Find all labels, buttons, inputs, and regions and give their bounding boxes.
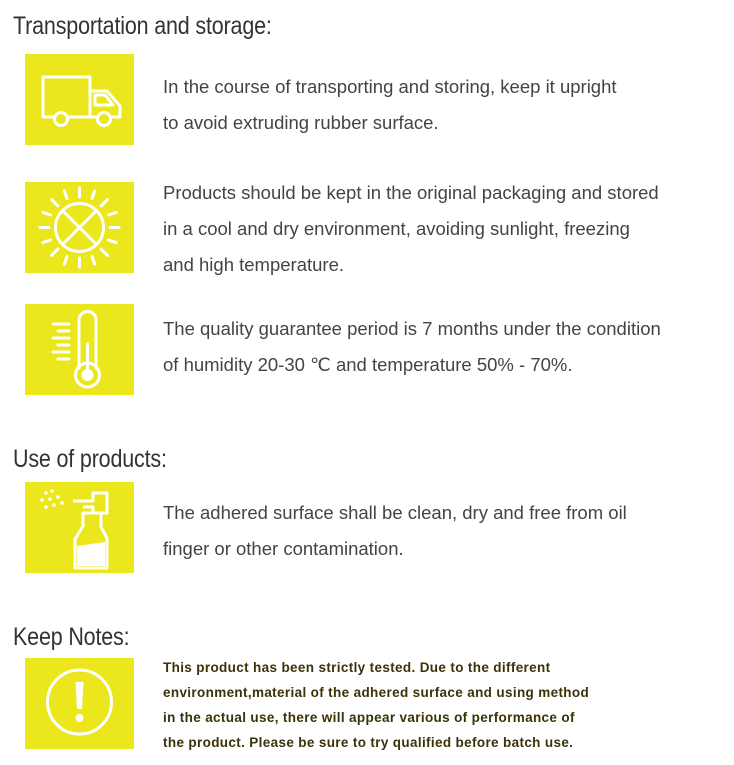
text-line: The adhered surface shall be clean, dry and free from oil bbox=[163, 502, 627, 523]
text-line: in the actual use, there will appear various of performance of bbox=[163, 710, 575, 725]
transport-section-title: Transportation and storage: bbox=[13, 12, 272, 40]
transport-storage-text bbox=[163, 175, 723, 283]
text-line: of humidity 20-30 ℃ and temperature 50% - 70%. bbox=[163, 354, 573, 375]
delivery-truck-icon bbox=[25, 54, 134, 145]
notes-warning-text bbox=[163, 655, 723, 755]
text-line: Products should be kept in the original packaging and stored bbox=[163, 182, 659, 203]
text-line: This product has been strictly tested. Due to the different bbox=[163, 660, 551, 675]
transport-upright-text bbox=[163, 69, 723, 141]
exclamation-icon bbox=[25, 658, 134, 749]
text-line: In the course of transporting and storing, keep it upright bbox=[163, 76, 617, 97]
text-line: The quality guarantee period is 7 months under the condition bbox=[163, 318, 661, 339]
use-section-title: Use of products: bbox=[13, 445, 167, 473]
text-line: to avoid extruding rubber surface. bbox=[163, 112, 439, 133]
thermometer-icon bbox=[25, 304, 134, 395]
notes-section-title: Keep Notes: bbox=[13, 623, 130, 651]
text-line: in a cool and dry environment, avoiding sunlight, freezing bbox=[163, 218, 630, 239]
text-line: environment,material of the adhered surface and using method bbox=[163, 685, 590, 700]
text-line: and high temperature. bbox=[163, 254, 345, 275]
text-line: the product. Please be sure to try qualified before batch use. bbox=[163, 735, 574, 750]
spray-bottle-icon bbox=[25, 482, 134, 573]
no-sunlight-icon bbox=[25, 182, 134, 273]
text-line: finger or other contamination. bbox=[163, 538, 404, 559]
use-surface-text bbox=[163, 495, 723, 567]
transport-quality-text bbox=[163, 311, 723, 383]
